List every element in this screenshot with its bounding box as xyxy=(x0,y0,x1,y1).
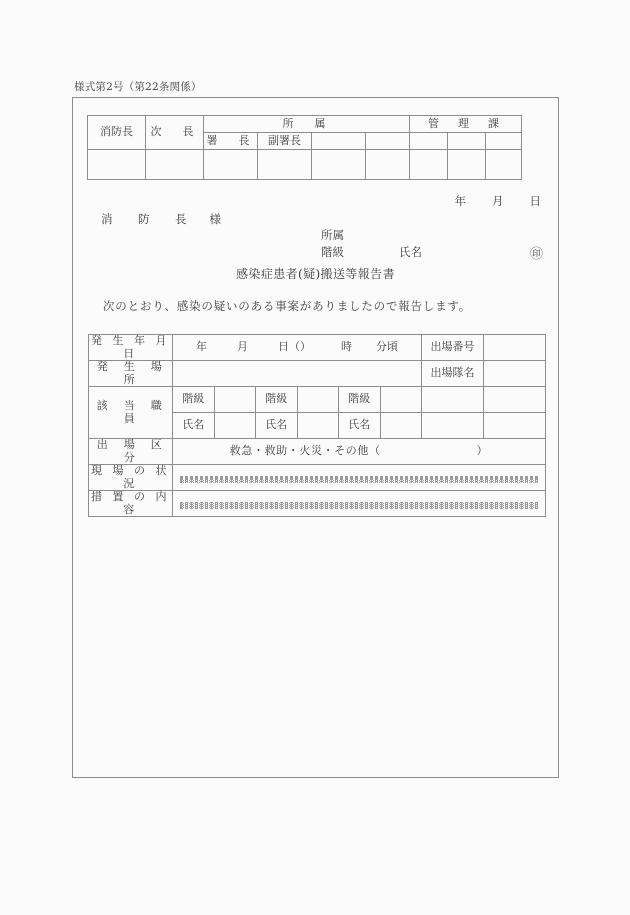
writing-line xyxy=(180,482,538,483)
scene-status-writing-lines xyxy=(180,476,538,481)
sender-block xyxy=(321,227,543,261)
dispatch-category-options-text: 救急・救助・火災・その他（ xyxy=(229,444,381,458)
dispatch-category-options-close: ） xyxy=(476,444,489,458)
table-row-measures xyxy=(89,491,546,517)
approval-cell-station-chief: 署 長 xyxy=(204,133,258,150)
approval-signature-cell[interactable] xyxy=(366,150,410,180)
approval-cell-fire-chief: 消防長 xyxy=(88,116,146,150)
approval-signature-cell[interactable] xyxy=(410,150,448,180)
label-scene-status: 現 場 の 状 況 xyxy=(89,465,173,491)
dispatch-category-options xyxy=(173,445,545,457)
approval-signature-cell[interactable] xyxy=(146,150,204,180)
date-year-label: 年 xyxy=(454,194,466,208)
field-measures[interactable] xyxy=(173,491,546,517)
approval-cell-management-section: 管 理 課 xyxy=(410,116,522,133)
occurrence-date-placeholders xyxy=(173,341,421,353)
field-scene-status[interactable] xyxy=(173,465,546,491)
date-day-label: 日 xyxy=(529,194,541,208)
approval-signature-cell[interactable] xyxy=(88,150,146,180)
label-staff-rank-3: 階級 xyxy=(339,387,381,413)
date-month-label: 月 xyxy=(492,194,504,208)
measures-writing-lines xyxy=(180,502,538,507)
field-dispatch-number[interactable] xyxy=(484,335,546,361)
table-row-occurrence-place xyxy=(89,361,546,387)
label-staff-name-1: 氏名 xyxy=(173,413,215,439)
label-staff-name-3: 氏名 xyxy=(339,413,381,439)
field-staff-rank-3[interactable] xyxy=(380,387,422,413)
field-dispatch-unit[interactable] xyxy=(484,361,546,387)
label-staff-rank-2: 階級 xyxy=(256,387,298,413)
approval-cell-affiliation-blank-1[interactable] xyxy=(312,133,366,150)
approval-table xyxy=(87,115,522,180)
approval-signature-cell[interactable] xyxy=(486,150,522,180)
approval-cell-deputy-chief: 次 長 xyxy=(146,116,204,150)
occurrence-month-label: 月 xyxy=(237,340,248,354)
lead-paragraph: 次のとおり、感染の疑いのある事案がありましたので報告します。 xyxy=(103,299,472,313)
seal-icon: ㊞ xyxy=(529,247,543,262)
approval-signature-cell[interactable] xyxy=(448,150,486,180)
approval-cell-management-blank-3[interactable] xyxy=(486,133,522,150)
label-staff-name-2: 氏名 xyxy=(256,413,298,439)
occurrence-day-close-label: ） xyxy=(300,340,311,354)
field-occurrence-date[interactable] xyxy=(173,335,422,361)
field-dispatch-category[interactable] xyxy=(173,439,546,465)
approval-header-row xyxy=(88,116,522,133)
addressee-name: 消 防 長 xyxy=(101,212,194,226)
label-relevant-staff: 該 当 職 員 xyxy=(89,387,173,439)
table-row-occurrence-date xyxy=(89,335,546,361)
addressee-honorific: 様 xyxy=(209,212,221,226)
approval-cell-management-blank-1[interactable] xyxy=(410,133,448,150)
document-date-line xyxy=(455,193,542,209)
form-code-label: 様式第2号（第22条関係） xyxy=(74,81,202,93)
field-staff-name-1[interactable] xyxy=(214,413,256,439)
table-row-scene-status xyxy=(89,465,546,491)
label-occurrence-place: 発 生 場 所 xyxy=(89,361,173,387)
approval-signature-cell[interactable] xyxy=(258,150,312,180)
report-table xyxy=(88,334,546,517)
staff-row-spacer-1 xyxy=(422,387,484,413)
approval-cell-vice-station-chief: 副署長 xyxy=(258,133,312,150)
label-dispatch-number: 出場番号 xyxy=(422,335,484,361)
staff-row-spacer-4 xyxy=(484,413,546,439)
addressee-line xyxy=(101,211,221,227)
approval-table-wrapper xyxy=(87,115,522,180)
sender-name-label: 氏名 xyxy=(399,245,422,259)
field-staff-name-3[interactable] xyxy=(380,413,422,439)
page-title: 感染症患者(疑)搬送等報告書 xyxy=(236,267,395,281)
staff-row-spacer-2 xyxy=(484,387,546,413)
approval-cell-affiliation-group: 所 属 xyxy=(204,116,410,133)
label-occurrence-date: 発 生 年 月 日 xyxy=(89,335,173,361)
label-dispatch-category: 出 場 区 分 xyxy=(89,439,173,465)
approval-signature-row xyxy=(88,150,522,180)
sender-rank-name-row xyxy=(321,244,543,261)
approval-signature-cell[interactable] xyxy=(312,150,366,180)
main-table-wrapper xyxy=(88,334,546,517)
sender-affiliation-row xyxy=(321,227,543,244)
field-staff-name-2[interactable] xyxy=(297,413,339,439)
occurrence-day-open-label: 日（ xyxy=(278,340,300,354)
label-dispatch-unit: 出場隊名 xyxy=(422,361,484,387)
approval-cell-management-blank-2[interactable] xyxy=(448,133,486,150)
writing-line xyxy=(180,508,538,509)
staff-row-spacer-3 xyxy=(422,413,484,439)
field-occurrence-place[interactable] xyxy=(173,361,422,387)
table-row-dispatch-category xyxy=(89,439,546,465)
occurrence-year-label: 年 xyxy=(196,340,207,354)
table-row-staff-rank xyxy=(89,387,546,413)
approval-cell-affiliation-blank-2[interactable] xyxy=(366,133,410,150)
field-staff-rank-2[interactable] xyxy=(297,387,339,413)
label-staff-rank-1: 階級 xyxy=(173,387,215,413)
sender-affiliation-label: 所属 xyxy=(321,228,344,242)
occurrence-hour-label: 時 xyxy=(341,340,352,354)
label-measures: 措 置 の 内 容 xyxy=(89,491,173,517)
field-staff-rank-1[interactable] xyxy=(214,387,256,413)
approval-signature-cell[interactable] xyxy=(204,150,258,180)
occurrence-minute-label: 分頃 xyxy=(376,340,398,354)
form-sheet xyxy=(72,97,559,778)
sender-rank-label: 階級 xyxy=(321,245,344,259)
